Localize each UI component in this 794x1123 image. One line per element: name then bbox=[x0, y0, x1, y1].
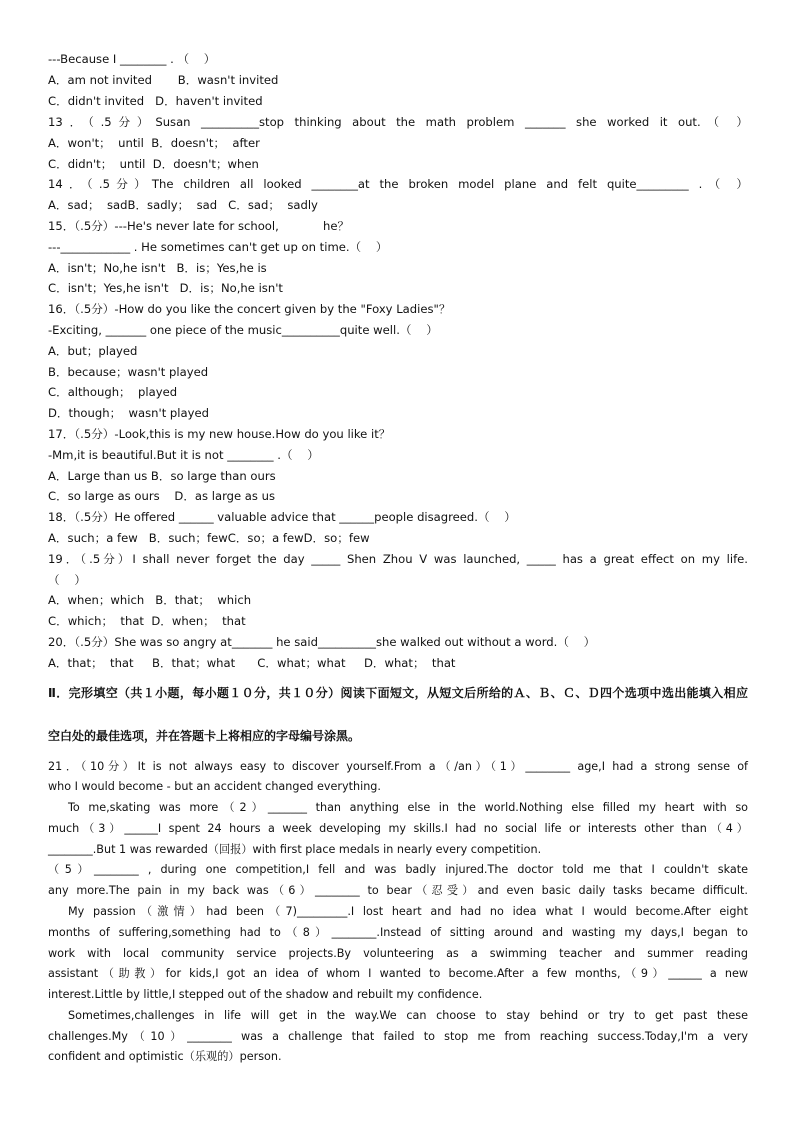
answer-options: A．Large than us B．so large than ours bbox=[48, 469, 276, 483]
question-line: -Mm,it is beautiful.But it is not ________ .（ ） bbox=[48, 448, 319, 462]
question-line: ---____________ . He sometimes can't get up on time.（ ） bbox=[48, 240, 388, 254]
answer-options: C．which； that D．when； that bbox=[48, 614, 246, 628]
passage-line: much（3）______I spent 24 hours a week developing my skills.I had no social life or interests other than（4） bbox=[48, 822, 748, 835]
passage-line: interest.Little by little,I stepped out of the shadow and rebuilt my confidence. bbox=[48, 988, 483, 1001]
answer-options: A．sad； sadB．sadly； sad C．sad； sadly bbox=[48, 198, 318, 212]
answer-options: C．didn't； until D．doesn't；when bbox=[48, 157, 259, 171]
question-15: 15．（.5分）---He's never late for school, he？ bbox=[48, 219, 350, 233]
answer-option: B．because；wasn't played bbox=[48, 365, 209, 379]
answer-option: A．but；played bbox=[48, 344, 138, 358]
passage-line: ________.But 1 was rewarded（回报）with first place medals in nearly every competition. bbox=[48, 843, 542, 856]
question-line: ---Because I ________ . （ ） bbox=[48, 52, 216, 66]
question-20: 20．（.5分）She was so angry at_______ he said__________she walked out without a word.（ ） bbox=[48, 635, 596, 649]
question-16: 16．（.5分）-How do you like the concert given by the "Foxy Ladies"？ bbox=[48, 302, 451, 316]
passage-line: To me,skating was more（2）_______ than anything else in the world.Nothing else filled my heart with so bbox=[68, 801, 748, 814]
passage-line: Sometimes,challenges in life will get in the way.We can choose to stay behind or try to get past these bbox=[68, 1009, 748, 1022]
passage-line: who I would become - but an accident changed everything. bbox=[48, 780, 381, 793]
answer-options: C．so large as ours D．as large as us bbox=[48, 489, 276, 503]
section-heading: Ⅱ．完形填空（共１小题，每小题１０分，共１０分）阅读下面短文，从短文后所给的Ａ、Ｂ、Ｃ、Ｄ四个选项中选出能填入相应 bbox=[48, 686, 748, 700]
answer-options: A．when；which B．that； which bbox=[48, 593, 252, 607]
passage-line: challenges.My（10）________ was a challenge that failed to stop me from reaching success.Today,I'm a very bbox=[48, 1030, 748, 1043]
question-line: （ ） bbox=[48, 573, 86, 587]
passage-line: My passion（激情）had been（7)_________.I lost heart and had no idea what I would become.After eight bbox=[68, 905, 748, 918]
question-14: 14．（.5分）The children all looked ________at the broken model plane and felt quite_________ .（ ） bbox=[48, 177, 748, 191]
answer-option: C．although； played bbox=[48, 385, 178, 399]
question-19: 19．（.5分）I shall never forget the day _____ Shen Zhou V was launched, _____ has a great effect on my life. bbox=[48, 552, 748, 566]
passage-line: 21．（10分）It is not always easy to discover yourself.From a（/an）（1）________ age,I had a strong sense of bbox=[48, 760, 748, 773]
answer-options: A．am not invited B．wasn't invited bbox=[48, 73, 279, 87]
question-18: 18．（.5分）He offered ______ valuable advice that ______people disagreed.（ ） bbox=[48, 510, 516, 524]
answer-options: A．that； that B．that；what C．what；what D．what； that bbox=[48, 656, 456, 670]
passage-line: work with local community service projects.By volunteering as a swimming teacher and summer reading bbox=[48, 947, 748, 960]
passage-line: any more.The pain in my back was（6）________ to bear（忍受）and even basic daily tasks became difficult. bbox=[48, 884, 748, 897]
passage-line: （5）________ , during one competition,I fell and was badly injured.The doctor told me that I couldn't skate bbox=[48, 863, 748, 876]
section-heading: 空白处的最佳选项，并在答题卡上将相应的字母编号涂黑。 bbox=[48, 729, 361, 743]
answer-options: C．didn't invited D．haven't invited bbox=[48, 94, 263, 108]
answer-option: D．though； wasn't played bbox=[48, 406, 209, 420]
question-13: 13．（.5分）Susan __________stop thinking about the math problem _______ she worked it out.（ ） bbox=[48, 115, 748, 129]
answer-options: A．won't； until B．doesn't； after bbox=[48, 136, 260, 150]
passage-line: confident and optimistic（乐观的）person. bbox=[48, 1050, 282, 1063]
answer-options: A．isn't；No,he isn't B．is；Yes,he is bbox=[48, 261, 267, 275]
answer-options: A．such；a few B．such；fewC．so；a fewD．so；few bbox=[48, 531, 370, 545]
question-17: 17．（.5分）-Look,this is my new house.How do you like it？ bbox=[48, 427, 391, 441]
passage-line: months of suffering,something had to（8）________.Instead of sitting around and wasting my days,I began to bbox=[48, 926, 748, 939]
answer-options: C．isn't；Yes,he isn't D．is；No,he isn't bbox=[48, 281, 283, 295]
passage-line: assistant（助教）for kids,I got an idea of whom I wanted to become.After a few months,（9）______ a new bbox=[48, 967, 748, 980]
question-line: -Exciting, _______ one piece of the music__________quite well.（ ） bbox=[48, 323, 438, 337]
